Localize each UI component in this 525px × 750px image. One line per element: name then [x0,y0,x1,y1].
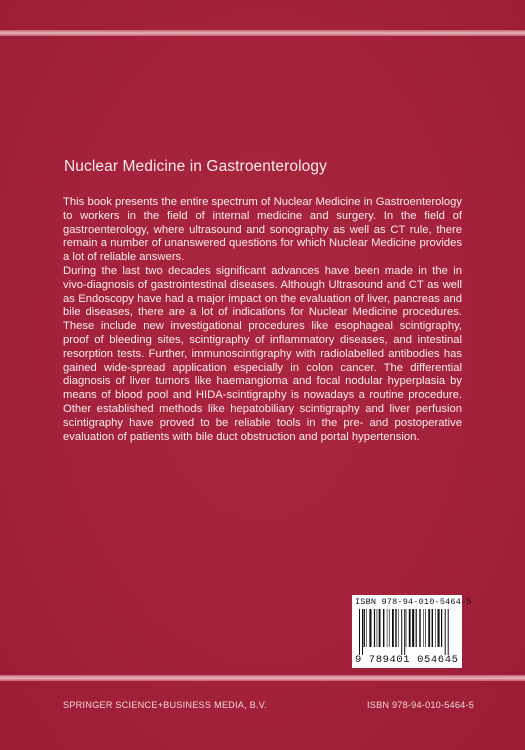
barcode-guard-bar [445,609,446,655]
barcode-bar [374,609,375,647]
top-stripe [0,30,525,36]
blurb [63,196,462,444]
barcode-guard-bar [448,609,449,655]
barcode-bar [406,609,407,647]
barcode-isbn-label: ISBN 978-94-010-5464-5 [355,597,472,607]
barcode-bar [412,609,414,647]
barcode-guard-bar [359,609,360,655]
barcode-bar [423,609,424,647]
barcode-guard-bar [401,609,402,655]
barcode-bar [389,609,390,647]
barcode-digits: 9 789401 054645 [355,654,459,666]
barcode-bar [432,609,433,647]
barcode-bar [392,609,394,647]
barcode-bar [419,609,420,647]
footer-isbn: ISBN 978-94-010-5464-5 [367,700,475,710]
barcode-bar [366,609,367,647]
barcode-bar [379,609,381,647]
isbn-barcode [352,595,472,668]
barcode-bar [387,609,388,647]
book-title: Nuclear Medicine in Gastroenterology [64,158,327,175]
barcode-bar [425,609,426,647]
barcode-bar [395,609,396,647]
publisher-name: SPRINGER SCIENCE+BUSINESS MEDIA, B.V. [63,700,267,710]
barcode-guard-bar [362,609,363,655]
barcode-bar [398,609,399,647]
barcode-guard-bar [404,609,405,655]
barcode-bar [438,609,440,647]
barcode-bar [441,609,442,647]
barcode-bars [355,609,459,655]
blurb-paragraph-2: During the last two decades significant advances have been made in the in vivo-diagnosis of gastrointestinal diseases. Although Ultrasound and CT as well as Endoscopy have had a major impact on the evaluation of liver, pancreas and bile diseases, there are a lot of indications for Nuclear Medicine procedures. These include new investigational procedures like esophageal scintigraphy, proof of bleeding sites, scintigraphy of inflammatory diseases, and intestinal resorption tests. Further, immunoscintigraphy with radiolabelled antibodies has gained wide-spread application especially in colon cancer. The differential diagnosis of liver tumors like haemangioma and focal nodular hyperplasia by means of blood pool and HIDA-scintigraphy is nowadays a routine procedure. Other established methods like hepatobiliary scintigraphy and liver perfusion scintigraphy have proved to be reliable tools in the pre- and postoperative evaluation of patients with bile duct obstruction and portal hypertension. [63,264,462,443]
barcode-bar [377,609,378,647]
barcode-bar [409,609,411,647]
barcode-bar [383,609,384,647]
barcode-bar [364,609,365,647]
blurb-paragraph-1: This book presents the entire spectrum of Nuclear Medicine in Gastroenterology to workers in the field of internal medicine and surgery. In the field of gastroenterology, where ultrasound and sonography as well as CT rule, there remain a number of unanswered questions for which Nuclear Medicine provides a lot of reliable answers. [63,196,462,264]
barcode-bar [435,609,436,647]
barcode-bar [416,609,417,647]
bottom-stripe [0,675,525,681]
barcode-bar [369,609,371,647]
barcode-bar [428,609,430,647]
